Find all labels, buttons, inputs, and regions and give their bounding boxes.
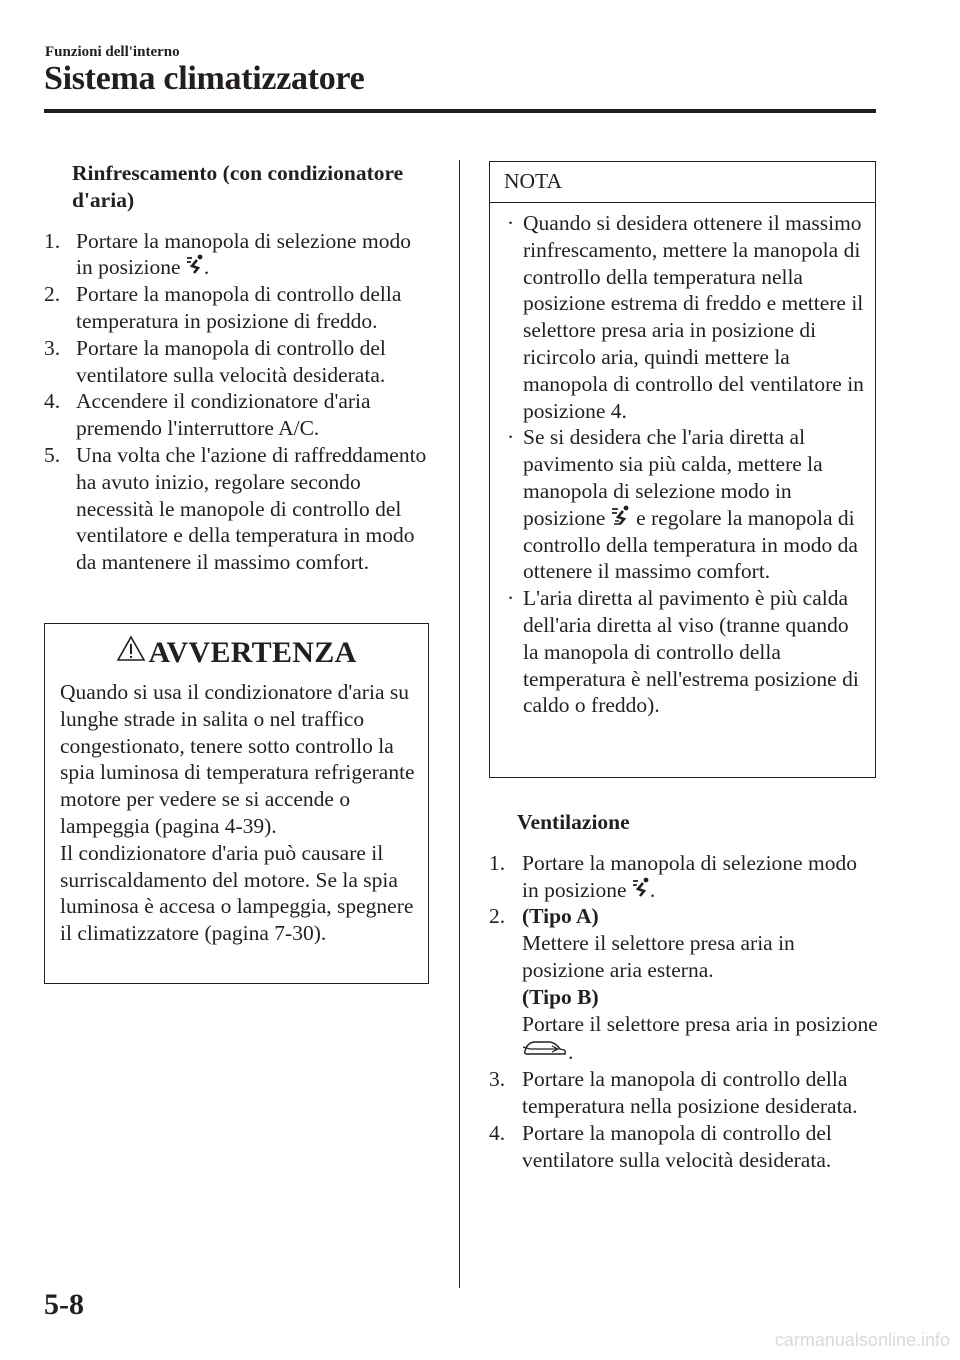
step-suffix: . — [649, 877, 656, 902]
warning-body — [60, 679, 420, 947]
step-number: 3. — [44, 335, 61, 360]
note-item-text: Quando si desidera ottenere il massimo rinfrescamento, mettere la manopola di controllo della temperatura nella posizione estrema di freddo e mettere il selettore presa aria in posizione di ricircolo aria, quindi mettere la manopola di controllo del ventilatore in posizione 4. — [523, 211, 864, 423]
step-number: 4. — [44, 389, 61, 414]
type-a-label: (Tipo A) — [522, 904, 599, 929]
note-item-text: Se si desidera che l'aria diretta al pavimento sia più calda, mettere la manopola di selezione modo in — [523, 425, 823, 503]
section-label: Funzioni dell'interno — [45, 44, 180, 60]
step-number: 5. — [44, 442, 61, 467]
step-text: Portare la manopola di selezione modo in posizione — [76, 228, 411, 280]
watermark: carmanualsonline.info — [774, 1330, 950, 1350]
note-item-text-b: e regolare la manopola di controllo della temperatura in modo da ottenere il massimo comfort. — [523, 505, 858, 584]
step-text: Portare la manopola di controllo della temperatura in posizione di freddo. — [76, 282, 402, 333]
face-floor-vent-icon — [611, 505, 631, 532]
step-text: Portare la manopola di controllo del ventilatore sulla velocità desiderata. — [76, 335, 386, 387]
cooling-section — [44, 160, 432, 576]
cooling-step-5 — [44, 442, 432, 576]
note-item-1 — [504, 210, 864, 424]
step-text: Accendere il condizionatore d'aria premendo l'interruttore A/C. — [76, 389, 371, 441]
note-list — [504, 210, 864, 719]
type-b-label: (Tipo B) — [522, 984, 599, 1009]
cooling-step-4 — [44, 388, 432, 442]
warning-box — [44, 623, 429, 984]
bullet-dot: · — [507, 211, 515, 235]
bullet-dot: · — [507, 425, 515, 450]
ventilation-steps — [489, 850, 879, 1174]
note-rule — [490, 202, 875, 203]
warning-title-text: AVVERTENZA — [148, 636, 357, 669]
cooling-steps — [44, 228, 432, 576]
ventilation-step-3 — [489, 1066, 879, 1120]
cooling-heading: Rinfrescamento (con condizionatore d'aria) — [72, 161, 404, 212]
step-text: Portare la manopola di controllo della temperatura nella posizione desiderata. — [522, 1067, 858, 1118]
step-number: 4. — [489, 1120, 506, 1145]
step-suffix: . — [568, 1040, 574, 1065]
note-item-3 — [504, 585, 864, 719]
column-divider — [459, 160, 460, 1288]
note-item-text-a: posizione — [523, 505, 606, 530]
step-text: Portare la manopola di controllo del ventilatore sulla velocità desiderata. — [522, 1120, 832, 1172]
type-a-text: Mettere il selettore presa aria in posizione aria esterna. — [522, 931, 795, 982]
ventilation-step-1 — [489, 850, 879, 904]
warning-paragraph-1: Quando si usa il condizionatore d'aria su lunghe strade in salita o nel traffico congestionato, tenere sotto controllo la spia luminosa di temperatura refrigerante motore per vedere se si accende o lampeggia (pagina 4-39). — [60, 680, 415, 838]
cooling-step-3 — [44, 335, 432, 389]
cooling-step-1 — [44, 228, 432, 282]
face-vent-icon — [186, 254, 204, 281]
warning-paragraph-2: Il condizionatore d'aria può causare il surriscaldamento del motore. Se la spia luminosa è accesa o lampeggia, spegnere il climatizzatore (pagina 7-30). — [60, 840, 414, 946]
step-number: 1. — [44, 228, 61, 253]
warning-title — [45, 636, 428, 673]
type-b-line — [522, 1011, 879, 1067]
step-text: Portare la manopola di selezione modo in posizione — [522, 850, 857, 902]
note-item-2 — [504, 424, 864, 585]
bullet-dot: · — [507, 586, 515, 611]
page-number: 5-8 — [44, 1288, 84, 1321]
page-title: Sistema climatizzatore — [44, 60, 365, 97]
header-rule — [44, 109, 876, 113]
step-suffix: . — [203, 255, 210, 280]
warning-triangle-icon — [116, 635, 146, 670]
step-number: 3. — [489, 1067, 506, 1092]
step-text: Una volta che l'azione di raffreddamento ha avuto inizio, regolare secondo necessità le manopole di controllo del ventilatore e della temperatura in modo da mantenere il massimo comfort. — [76, 442, 427, 575]
step-number: 1. — [489, 850, 506, 875]
ventilation-step-4 — [489, 1120, 879, 1174]
step-number: 2. — [489, 904, 506, 929]
cooling-step-2 — [44, 281, 432, 335]
ventilation-step-2 — [489, 903, 879, 1066]
face-vent-icon — [632, 877, 650, 904]
ventilation-section — [489, 809, 879, 1173]
type-b-text: Portare il selettore presa aria in posizione — [522, 1011, 878, 1036]
note-item-text: L'aria diretta al pavimento è più calda dell'aria diretta al viso (tranne quando la manopola di controllo della temperatura è nell'estrema posizione di caldo o freddo). — [523, 586, 859, 718]
note-box — [489, 161, 876, 778]
outside-air-icon — [522, 1037, 568, 1066]
step-number: 2. — [44, 282, 61, 307]
ventilation-heading: Ventilazione — [517, 810, 630, 834]
note-title: NOTA — [504, 169, 562, 193]
